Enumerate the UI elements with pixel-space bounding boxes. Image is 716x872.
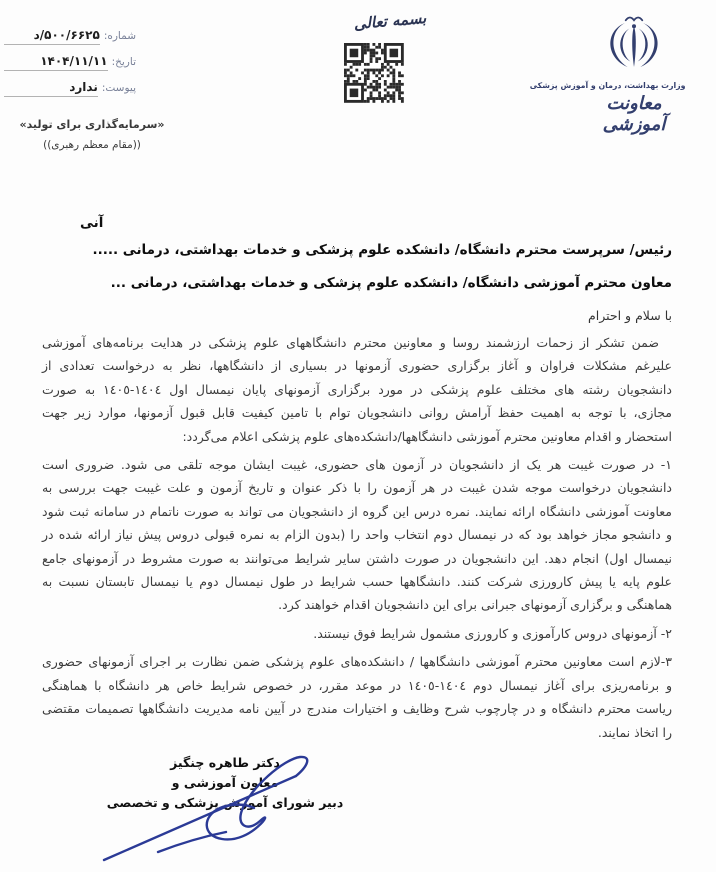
body-line: استحضار و اقدام معاونین محترم آموزشی دانشگاهها/دانشکده‌های علوم پزشکی اعلام می‌گردد: — [182, 428, 672, 444]
body-paragraph — [42, 650, 672, 744]
body-line: ضمن تشکر از زحمات ارزشمند روسا و معاونین محترم دانشگاههای علوم پزشکی در هدایت برنامه‌های آموزشی — [42, 335, 659, 350]
signature-block — [100, 753, 350, 813]
body-line: علیرغم مشکلات فراوان و آغاز برگزاری حضوری آزمونها در بسیاری از دانشگاهها، نظر به درخواست تعدادی از — [42, 358, 672, 374]
slogan-line-2: ((مقام معظم رهبری)) — [43, 139, 141, 151]
field-value: ۱۴۰۴/۱۱/۱۱ — [4, 54, 108, 71]
body-line: را اتخاذ نمایند. — [597, 724, 672, 740]
recipients — [42, 234, 672, 300]
body-line: معاونت آموزشی دانشگاه ارائه نمایند. نمره درس این گروه از دانشجویان می تواند به صورت ناتمام در سامانه ثبت شود — [42, 503, 672, 519]
body-line: ۳-لازم است معاونین محترم آموزشی دانشگاهها / دانشکده‌های علوم پزشکی ضمن نظارت بر اجرای آزمونهای حضوری — [42, 654, 672, 670]
field-label: شماره: — [103, 30, 136, 42]
qr-code-icon — [344, 42, 404, 106]
body-line: مجازی، با توجه به اهمیت حفظ آرامش روانی دانشجویان توام با تامین کیفیت قابل قبول آزمونها، موارد زیر جهت — [42, 405, 672, 421]
field-label: پیوست: — [101, 82, 136, 94]
recipient-line: معاون محترم آموزشی دانشگاه/ دانشکده علوم پزشکی و خدمات بهداشتی، درمانی ... — [110, 275, 672, 291]
national-emblem-icon — [596, 12, 672, 78]
field-value: ۵۰۰/۶۶۲۵/د — [4, 28, 100, 45]
department-name: معاونت آموزشی — [602, 93, 666, 135]
header-attachment-field — [4, 80, 136, 97]
salutation: با سلام و احترام — [588, 308, 672, 323]
signatory-title-1: معاون آموزشی و — [171, 775, 279, 790]
body-line: ۱- در صورت غیبت هر یک از دانشجویان در آزمون های حضوری، غیبت ایشان موجه تلقی می شود. ضروری است — [42, 457, 672, 473]
body-line: نیمسال اول) انجام دهد. این دانشجویان در صورت داشتن سایر شرایط می‌توانند به صورت مشروط در آزمونهای جامع — [42, 550, 672, 566]
body-line: ۲- آزمونهای دروس کارآموزی و کارورزی مشمول شرایط فوق نیستند. — [313, 625, 672, 641]
letter-body — [42, 331, 672, 749]
field-label: تاریخ: — [111, 56, 136, 68]
header-date-field — [4, 54, 136, 71]
body-paragraph — [42, 453, 672, 617]
letterhead — [529, 12, 690, 135]
slogan-line-1: «سرمایه‌گذاری برای تولید» — [19, 118, 165, 131]
body-line: علوم پایه یا پیش کارورزی شرکت کنند. دانشگاهها حسب شرایط در طول نیمسال دوم یا نیمسال تابستان نسبت به — [42, 574, 672, 590]
recipient-line: رئیس/ سرپرست محترم دانشگاه/ دانشکده علوم پزشکی و خدمات بهداشتی، درمانی ..... — [92, 242, 672, 258]
body-paragraph — [42, 331, 672, 448]
body-line: هماهنگی و برگزاری آزمونهای جبرانی برای این دانشجویان اقدام خواهند کرد. — [278, 597, 672, 613]
ministry-name: وزارت بهداشت، درمان و آموزش پزشکی — [529, 81, 686, 91]
signatory-title-2: دبیر شورای آموزش پزشکی و تخصصی — [106, 795, 344, 810]
body-line: دانشجویان رشته های مختلف علوم پزشکی در مورد برگزاری آزمونهای پایان نیمسال اول ١٤٠٤-١٤٠٥ به صورت — [42, 381, 672, 397]
year-slogan — [8, 114, 176, 156]
body-line: و دانشجو مجاز خواهد بود که در نیمسال دوم انتخاب واحد را (بدون الزام به نمره قبولی دروس پیش نیاز ارائه شده در — [42, 527, 672, 543]
bismillah-calligraphy: بسمه تعالی — [353, 8, 427, 34]
body-line: ریاست محترم دانشگاه و در چارچوب شرح وظایف و اختیارات مندرج در آیین نامه مدیریت دانشگاهها تصمیمات مقتضی — [42, 701, 672, 717]
priority-badge: آنی — [80, 215, 104, 231]
body-paragraph — [42, 622, 672, 645]
header-fields — [4, 28, 136, 106]
signatory-name: دکتر طاهره چنگیز — [170, 755, 280, 770]
header-number-field — [4, 28, 136, 45]
field-value: ندارد — [4, 80, 98, 97]
body-line: و برنامه‌ریزی برای آغاز نیمسال دوم ١٤٠٤-١٤٠٥ در موعد مقرر، در خصوص شرایط خاص هر دانشگاه با هماهنگی — [42, 677, 672, 693]
body-line: دانشجویان درخواست موجه شدن غیبت در هر آزمون را با ذکر عنوان و تاریخ آزمون و علت غیبت جهت بررسی به — [42, 480, 672, 496]
